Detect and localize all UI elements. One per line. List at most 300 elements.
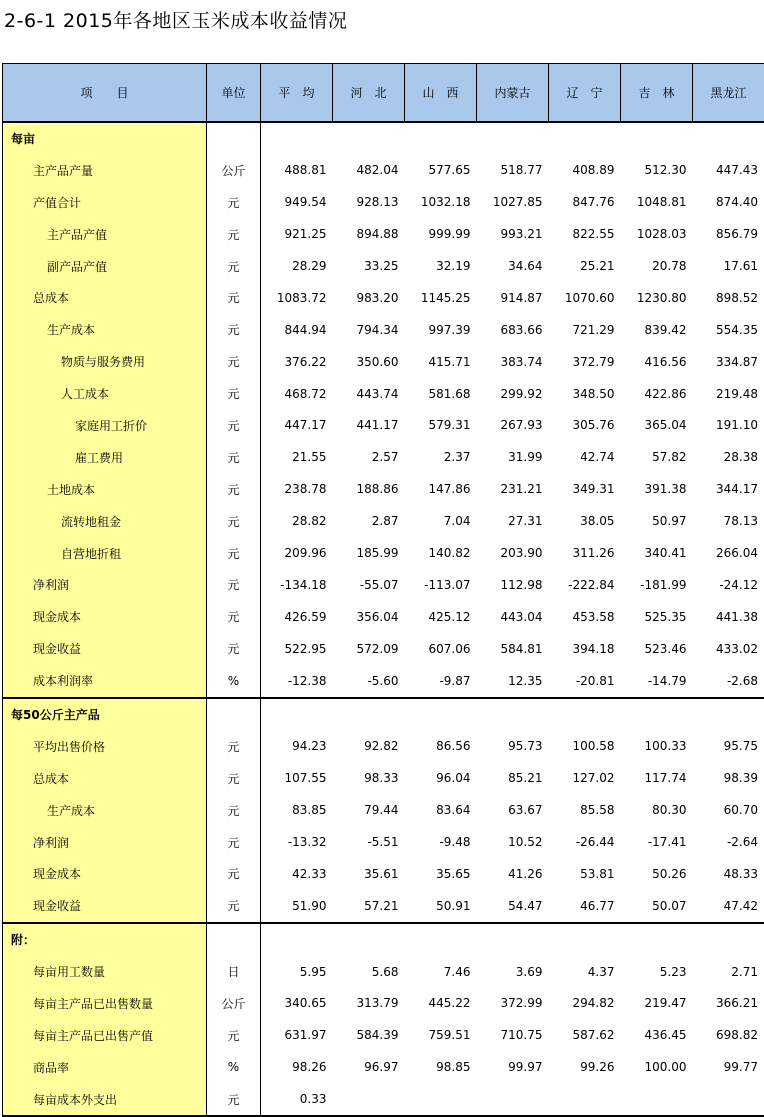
- value-cell: 949.54: [261, 186, 333, 218]
- value-cell: 2.71: [693, 956, 764, 988]
- value-cell: 33.25: [333, 250, 405, 282]
- section-label: 每50公斤主产品: [3, 698, 207, 731]
- value-cell: -181.99: [621, 569, 693, 601]
- row-label: 物质与服务费用: [3, 346, 207, 378]
- value-cell: 238.78: [261, 473, 333, 505]
- value-cell: [405, 698, 477, 731]
- table-row: [3, 186, 764, 218]
- row-label: 每亩主产品已出售产值: [3, 1019, 207, 1051]
- value-cell: 2.37: [405, 441, 477, 473]
- value-cell: -20.81: [549, 665, 621, 698]
- unit-cell: 日: [207, 956, 261, 988]
- row-label: 总成本: [3, 762, 207, 794]
- unit-cell: 元: [207, 537, 261, 569]
- unit-cell: 元: [207, 826, 261, 858]
- value-cell: 522.95: [261, 633, 333, 665]
- value-cell: 721.29: [549, 314, 621, 346]
- value-cell: 3.69: [477, 956, 549, 988]
- value-cell: [693, 923, 764, 956]
- value-cell: 844.94: [261, 314, 333, 346]
- table-row: [3, 537, 764, 569]
- value-cell: 1027.85: [477, 186, 549, 218]
- row-label: 成本利润率: [3, 665, 207, 698]
- value-cell: 587.62: [549, 1019, 621, 1051]
- value-cell: 856.79: [693, 218, 764, 250]
- unit-cell: 元: [207, 378, 261, 410]
- table-row: [3, 633, 764, 665]
- value-cell: 46.77: [549, 890, 621, 923]
- value-cell: [693, 1083, 764, 1116]
- unit-cell: 元: [207, 858, 261, 890]
- table-row: [3, 988, 764, 1020]
- value-cell: 96.97: [333, 1051, 405, 1083]
- value-cell: 35.65: [405, 858, 477, 890]
- value-cell: 219.47: [621, 988, 693, 1020]
- value-cell: 7.04: [405, 505, 477, 537]
- unit-cell: 元: [207, 346, 261, 378]
- value-cell: 147.86: [405, 473, 477, 505]
- value-cell: 372.79: [549, 346, 621, 378]
- value-cell: 28.29: [261, 250, 333, 282]
- unit-cell: 元: [207, 1083, 261, 1116]
- unit-cell: 元: [207, 250, 261, 282]
- value-cell: [405, 923, 477, 956]
- value-cell: 28.38: [693, 441, 764, 473]
- table-row: [3, 282, 764, 314]
- value-cell: 349.31: [549, 473, 621, 505]
- value-cell: 1145.25: [405, 282, 477, 314]
- value-cell: 488.81: [261, 154, 333, 186]
- unit-cell: 元: [207, 282, 261, 314]
- value-cell: [333, 923, 405, 956]
- value-cell: [621, 122, 693, 155]
- unit-cell: [207, 698, 261, 731]
- value-cell: 209.96: [261, 537, 333, 569]
- value-cell: 100.58: [549, 730, 621, 762]
- value-cell: 554.35: [693, 314, 764, 346]
- value-cell: 311.26: [549, 537, 621, 569]
- row-label: 流转地租金: [3, 505, 207, 537]
- table-row: [3, 1051, 764, 1083]
- value-cell: [261, 923, 333, 956]
- value-cell: [693, 698, 764, 731]
- row-label: 现金收益: [3, 633, 207, 665]
- value-cell: 79.44: [333, 794, 405, 826]
- value-cell: 7.46: [405, 956, 477, 988]
- value-cell: -5.51: [333, 826, 405, 858]
- value-cell: 4.37: [549, 956, 621, 988]
- row-label: 人工成本: [3, 378, 207, 410]
- value-cell: 584.39: [333, 1019, 405, 1051]
- unit-cell: 元: [207, 314, 261, 346]
- value-cell: 445.22: [405, 988, 477, 1020]
- value-cell: 28.82: [261, 505, 333, 537]
- value-cell: 17.61: [693, 250, 764, 282]
- value-cell: [333, 1083, 405, 1116]
- value-cell: [477, 698, 549, 731]
- value-cell: 443.04: [477, 601, 549, 633]
- value-cell: 86.56: [405, 730, 477, 762]
- unit-cell: 元: [207, 1019, 261, 1051]
- value-cell: 441.17: [333, 410, 405, 442]
- value-cell: 1070.60: [549, 282, 621, 314]
- row-label: 家庭用工折价: [3, 410, 207, 442]
- value-cell: 683.66: [477, 314, 549, 346]
- value-cell: 94.23: [261, 730, 333, 762]
- unit-cell: 元: [207, 441, 261, 473]
- value-cell: 27.31: [477, 505, 549, 537]
- section-row: [3, 698, 764, 731]
- value-cell: 581.68: [405, 378, 477, 410]
- value-cell: 365.04: [621, 410, 693, 442]
- header-region: 吉 林: [621, 64, 693, 122]
- value-cell: 266.04: [693, 537, 764, 569]
- value-cell: -222.84: [549, 569, 621, 601]
- value-cell: 38.05: [549, 505, 621, 537]
- table-body: [3, 122, 764, 1117]
- row-label: 生产成本: [3, 314, 207, 346]
- value-cell: 525.35: [621, 601, 693, 633]
- value-cell: 512.30: [621, 154, 693, 186]
- value-cell: 1083.72: [261, 282, 333, 314]
- value-cell: 584.81: [477, 633, 549, 665]
- value-cell: 436.45: [621, 1019, 693, 1051]
- value-cell: 92.82: [333, 730, 405, 762]
- table-row: [3, 601, 764, 633]
- value-cell: 191.10: [693, 410, 764, 442]
- value-cell: 894.88: [333, 218, 405, 250]
- header-region: 平 均: [261, 64, 333, 122]
- value-cell: 21.55: [261, 441, 333, 473]
- section-row: [3, 923, 764, 956]
- unit-cell: 元: [207, 505, 261, 537]
- unit-cell: 元: [207, 218, 261, 250]
- value-cell: 415.71: [405, 346, 477, 378]
- section-label: 附：: [3, 923, 207, 956]
- value-cell: -2.64: [693, 826, 764, 858]
- table-row: [3, 314, 764, 346]
- value-cell: 839.42: [621, 314, 693, 346]
- value-cell: 408.89: [549, 154, 621, 186]
- cost-income-table: [2, 63, 764, 1117]
- row-label: 现金收益: [3, 890, 207, 923]
- value-cell: 96.04: [405, 762, 477, 794]
- value-cell: 117.74: [621, 762, 693, 794]
- value-cell: -2.68: [693, 665, 764, 698]
- value-cell: [621, 698, 693, 731]
- value-cell: 47.42: [693, 890, 764, 923]
- unit-cell: 元: [207, 730, 261, 762]
- row-label: 商品率: [3, 1051, 207, 1083]
- value-cell: [549, 1083, 621, 1116]
- row-label: 每亩用工数量: [3, 956, 207, 988]
- value-cell: 231.21: [477, 473, 549, 505]
- value-cell: 99.26: [549, 1051, 621, 1083]
- value-cell: 607.06: [405, 633, 477, 665]
- table-row: [3, 1019, 764, 1051]
- value-cell: 78.13: [693, 505, 764, 537]
- value-cell: 83.64: [405, 794, 477, 826]
- unit-cell: %: [207, 1051, 261, 1083]
- value-cell: 112.98: [477, 569, 549, 601]
- value-cell: 41.26: [477, 858, 549, 890]
- table-row: [3, 473, 764, 505]
- value-cell: 928.13: [333, 186, 405, 218]
- row-label: 产值合计: [3, 186, 207, 218]
- value-cell: 631.97: [261, 1019, 333, 1051]
- value-cell: [621, 923, 693, 956]
- value-cell: 20.78: [621, 250, 693, 282]
- value-cell: 54.47: [477, 890, 549, 923]
- value-cell: 185.99: [333, 537, 405, 569]
- value-cell: 80.30: [621, 794, 693, 826]
- value-cell: [261, 122, 333, 155]
- value-cell: 53.81: [549, 858, 621, 890]
- header-region: 内蒙古: [477, 64, 549, 122]
- row-label: 总成本: [3, 282, 207, 314]
- value-cell: 63.67: [477, 794, 549, 826]
- value-cell: 340.41: [621, 537, 693, 569]
- unit-cell: 元: [207, 186, 261, 218]
- value-cell: [621, 1083, 693, 1116]
- value-cell: 35.61: [333, 858, 405, 890]
- row-label: 土地成本: [3, 473, 207, 505]
- value-cell: 391.38: [621, 473, 693, 505]
- value-cell: -5.60: [333, 665, 405, 698]
- value-cell: 188.86: [333, 473, 405, 505]
- unit-cell: 元: [207, 601, 261, 633]
- table-row: [3, 218, 764, 250]
- row-label: 副产品产值: [3, 250, 207, 282]
- section-label: 每亩: [3, 122, 207, 155]
- value-cell: 98.85: [405, 1051, 477, 1083]
- value-cell: 60.70: [693, 794, 764, 826]
- row-label: 主产品产值: [3, 218, 207, 250]
- value-cell: 433.02: [693, 633, 764, 665]
- value-cell: 416.56: [621, 346, 693, 378]
- row-label: 主产品产量: [3, 154, 207, 186]
- table-row: [3, 441, 764, 473]
- value-cell: 372.99: [477, 988, 549, 1020]
- header-region: 山 西: [405, 64, 477, 122]
- value-cell: 518.77: [477, 154, 549, 186]
- value-cell: 443.74: [333, 378, 405, 410]
- value-cell: 759.51: [405, 1019, 477, 1051]
- header-unit: 单位: [207, 64, 261, 122]
- unit-cell: %: [207, 665, 261, 698]
- value-cell: 376.22: [261, 346, 333, 378]
- value-cell: -24.12: [693, 569, 764, 601]
- value-cell: 447.17: [261, 410, 333, 442]
- value-cell: 10.52: [477, 826, 549, 858]
- value-cell: -113.07: [405, 569, 477, 601]
- value-cell: 426.59: [261, 601, 333, 633]
- value-cell: 1230.80: [621, 282, 693, 314]
- value-cell: 219.48: [693, 378, 764, 410]
- value-cell: 299.92: [477, 378, 549, 410]
- value-cell: 48.33: [693, 858, 764, 890]
- value-cell: 2.87: [333, 505, 405, 537]
- table-row: [3, 890, 764, 923]
- value-cell: 340.65: [261, 988, 333, 1020]
- value-cell: 993.21: [477, 218, 549, 250]
- value-cell: 572.09: [333, 633, 405, 665]
- value-cell: 453.58: [549, 601, 621, 633]
- page-title: 2-6-1 2015年各地区玉米成本收益情况: [4, 6, 347, 33]
- unit-cell: 元: [207, 473, 261, 505]
- value-cell: 95.73: [477, 730, 549, 762]
- table-row: [3, 505, 764, 537]
- value-cell: 1032.18: [405, 186, 477, 218]
- unit-cell: 公斤: [207, 154, 261, 186]
- value-cell: [477, 122, 549, 155]
- table-row: [3, 569, 764, 601]
- value-cell: -26.44: [549, 826, 621, 858]
- value-cell: -9.87: [405, 665, 477, 698]
- value-cell: -55.07: [333, 569, 405, 601]
- value-cell: 50.91: [405, 890, 477, 923]
- unit-cell: 元: [207, 410, 261, 442]
- unit-cell: 元: [207, 569, 261, 601]
- value-cell: 356.04: [333, 601, 405, 633]
- value-cell: 698.82: [693, 1019, 764, 1051]
- value-cell: 577.65: [405, 154, 477, 186]
- value-cell: 441.38: [693, 601, 764, 633]
- header-region: 河 北: [333, 64, 405, 122]
- value-cell: 847.76: [549, 186, 621, 218]
- table-row: [3, 1083, 764, 1116]
- header-region: 辽 宁: [549, 64, 621, 122]
- value-cell: 107.55: [261, 762, 333, 794]
- header-item: 项 目: [3, 64, 207, 122]
- value-cell: 999.99: [405, 218, 477, 250]
- value-cell: 983.20: [333, 282, 405, 314]
- row-label: 生产成本: [3, 794, 207, 826]
- unit-cell: 元: [207, 794, 261, 826]
- value-cell: -9.48: [405, 826, 477, 858]
- unit-cell: 元: [207, 762, 261, 794]
- value-cell: -14.79: [621, 665, 693, 698]
- value-cell: [549, 122, 621, 155]
- value-cell: 95.75: [693, 730, 764, 762]
- value-cell: 57.21: [333, 890, 405, 923]
- table-row: [3, 346, 764, 378]
- value-cell: 822.55: [549, 218, 621, 250]
- table-row: [3, 154, 764, 186]
- value-cell: 305.76: [549, 410, 621, 442]
- value-cell: 51.90: [261, 890, 333, 923]
- value-cell: 25.21: [549, 250, 621, 282]
- table-row: [3, 762, 764, 794]
- header-region: 黑龙江: [693, 64, 764, 122]
- row-label: 每亩主产品已出售数量: [3, 988, 207, 1020]
- table-row: [3, 665, 764, 698]
- value-cell: 425.12: [405, 601, 477, 633]
- value-cell: 98.39: [693, 762, 764, 794]
- header-row: [3, 64, 764, 122]
- value-cell: 100.33: [621, 730, 693, 762]
- value-cell: 98.26: [261, 1051, 333, 1083]
- row-label: 每亩成本外支出: [3, 1083, 207, 1116]
- value-cell: 794.34: [333, 314, 405, 346]
- value-cell: 334.87: [693, 346, 764, 378]
- value-cell: 99.77: [693, 1051, 764, 1083]
- value-cell: 710.75: [477, 1019, 549, 1051]
- value-cell: 98.33: [333, 762, 405, 794]
- value-cell: 348.50: [549, 378, 621, 410]
- value-cell: [693, 122, 764, 155]
- table-row: [3, 826, 764, 858]
- value-cell: 31.99: [477, 441, 549, 473]
- value-cell: -134.18: [261, 569, 333, 601]
- value-cell: -13.32: [261, 826, 333, 858]
- value-cell: [477, 923, 549, 956]
- row-label: 现金成本: [3, 858, 207, 890]
- value-cell: [549, 923, 621, 956]
- value-cell: 482.04: [333, 154, 405, 186]
- value-cell: [549, 698, 621, 731]
- row-label: 自营地折租: [3, 537, 207, 569]
- value-cell: [405, 1083, 477, 1116]
- row-label: 净利润: [3, 569, 207, 601]
- value-cell: 394.18: [549, 633, 621, 665]
- value-cell: -17.41: [621, 826, 693, 858]
- value-cell: 267.93: [477, 410, 549, 442]
- value-cell: 57.82: [621, 441, 693, 473]
- value-cell: 294.82: [549, 988, 621, 1020]
- value-cell: [333, 122, 405, 155]
- value-cell: 50.97: [621, 505, 693, 537]
- value-cell: 5.95: [261, 956, 333, 988]
- value-cell: [405, 122, 477, 155]
- value-cell: [261, 698, 333, 731]
- value-cell: 523.46: [621, 633, 693, 665]
- value-cell: 34.64: [477, 250, 549, 282]
- value-cell: 5.68: [333, 956, 405, 988]
- value-cell: 1028.03: [621, 218, 693, 250]
- row-label: 雇工费用: [3, 441, 207, 473]
- unit-cell: [207, 923, 261, 956]
- value-cell: [477, 1083, 549, 1116]
- value-cell: 422.86: [621, 378, 693, 410]
- value-cell: 313.79: [333, 988, 405, 1020]
- value-cell: 579.31: [405, 410, 477, 442]
- value-cell: 366.21: [693, 988, 764, 1020]
- value-cell: 874.40: [693, 186, 764, 218]
- table-row: [3, 730, 764, 762]
- value-cell: 383.74: [477, 346, 549, 378]
- section-row: [3, 122, 764, 155]
- table-row: [3, 956, 764, 988]
- value-cell: 127.02: [549, 762, 621, 794]
- value-cell: 42.74: [549, 441, 621, 473]
- value-cell: 350.60: [333, 346, 405, 378]
- table-row: [3, 794, 764, 826]
- value-cell: 2.57: [333, 441, 405, 473]
- value-cell: 447.43: [693, 154, 764, 186]
- value-cell: 32.19: [405, 250, 477, 282]
- row-label: 现金成本: [3, 601, 207, 633]
- value-cell: 12.35: [477, 665, 549, 698]
- value-cell: 5.23: [621, 956, 693, 988]
- value-cell: 83.85: [261, 794, 333, 826]
- value-cell: 99.97: [477, 1051, 549, 1083]
- table-row: [3, 858, 764, 890]
- value-cell: 1048.81: [621, 186, 693, 218]
- unit-cell: [207, 122, 261, 155]
- table-row: [3, 410, 764, 442]
- table-row: [3, 378, 764, 410]
